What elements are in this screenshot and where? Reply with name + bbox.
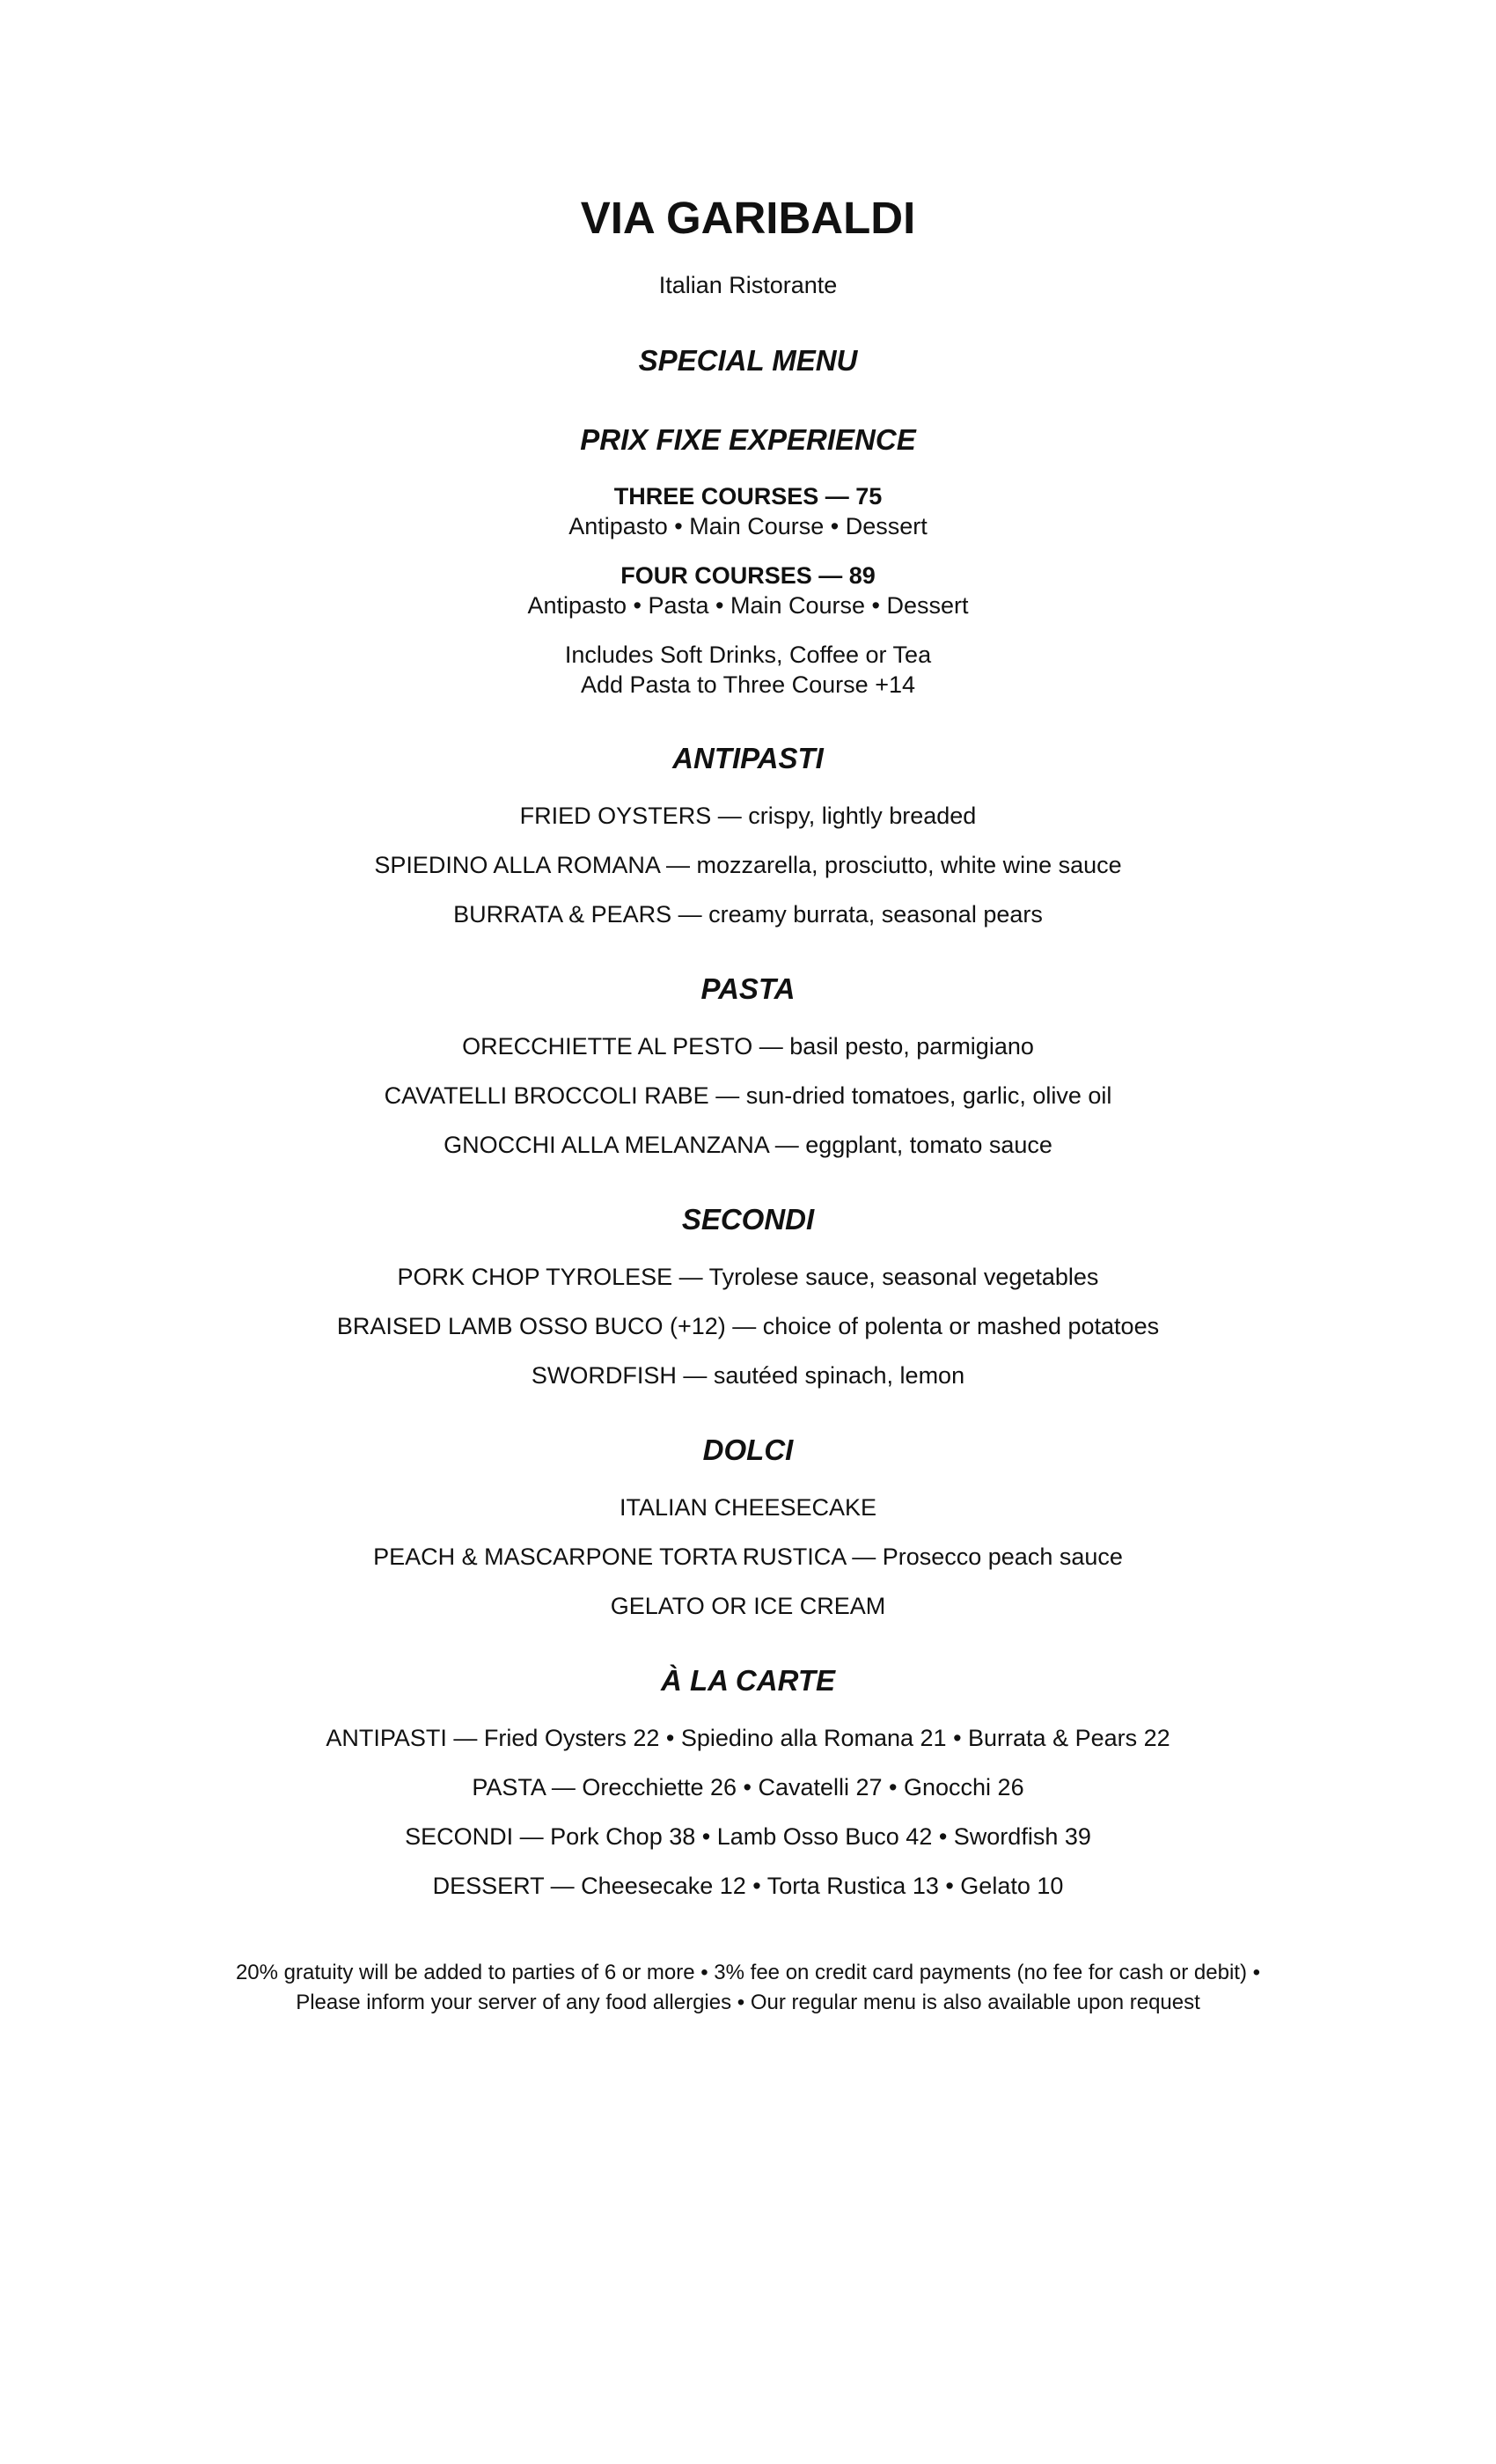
three-course-title: THREE COURSES — 75 (613, 483, 883, 510)
section-heading-pasta: PASTA (700, 972, 796, 1005)
menu-item: CAVATELLI BROCCOLI RABE — sun-dried tomatoes, garlic, olive oil (384, 1082, 1112, 1109)
section-heading-antipasti: ANTIPASTI (672, 742, 824, 774)
menu-item: SECONDI — Pork Chop 38 • Lamb Osso Buco 42 • Swordfish 39 (405, 1823, 1091, 1850)
menu-item: SPIEDINO ALLA ROMANA — mozzarella, prosciutto, white wine sauce (374, 852, 1122, 878)
prix-fixe-heading: PRIX FIXE EXPERIENCE (580, 423, 916, 456)
menu-item: DESSERT — Cheesecake 12 • Torta Rustica 13 • Gelato 10 (432, 1873, 1064, 1899)
menu-item: GELATO OR ICE CREAM (610, 1593, 886, 1619)
menu-item: PORK CHOP TYROLESE — Tyrolese sauce, seasonal vegetables (397, 1264, 1099, 1290)
menu-item: GNOCCHI ALLA MELANZANA — eggplant, tomato sauce (444, 1132, 1052, 1158)
prix-fixe-includes: Includes Soft Drinks, Coffee or Tea (564, 642, 932, 668)
four-course-title: FOUR COURSES — 89 (620, 562, 876, 589)
footer-note-1: 20% gratuity will be added to parties of 6 or more • 3% fee on credit card payments (no fee for cash or debit) • (235, 1961, 1261, 1984)
menu-item: ANTIPASTI — Fried Oysters 22 • Spiedino alla Romana 21 • Burrata & Pears 22 (326, 1725, 1170, 1751)
three-course-desc: Antipasto • Main Course • Dessert (568, 513, 928, 539)
menu-item: ITALIAN CHEESECAKE (619, 1494, 877, 1521)
restaurant-tagline: Italian Ristorante (658, 272, 838, 298)
restaurant-name: VIA GARIBALDI (580, 193, 916, 243)
menu-title: SPECIAL MENU (638, 344, 858, 377)
menu-item: SWORDFISH — sautéed spinach, lemon (531, 1362, 965, 1389)
menu-item: FRIED OYSTERS — crispy, lightly breaded (519, 803, 977, 829)
menu-item: PEACH & MASCARPONE TORTA RUSTICA — Prosecco peach sauce (373, 1544, 1123, 1570)
menu-item: BRAISED LAMB OSSO BUCO (+12) — choice of polenta or mashed potatoes (336, 1313, 1160, 1339)
section-heading-dolci: DOLCI (702, 1434, 794, 1466)
menu-item: ORECCHIETTE AL PESTO — basil pesto, parmigiano (462, 1033, 1034, 1060)
section-heading-a-la-carte: À LA CARTE (661, 1664, 835, 1697)
footer-note-2: Please inform your server of any food allergies • Our regular menu is also available upon request (296, 1991, 1200, 2014)
four-course-desc: Antipasto • Pasta • Main Course • Dessert (527, 592, 969, 619)
menu-item: PASTA — Orecchiette 26 • Cavatelli 27 • Gnocchi 26 (472, 1774, 1024, 1800)
section-heading-secondi: SECONDI (681, 1203, 815, 1236)
menu-item: BURRATA & PEARS — creamy burrata, seasonal pears (453, 901, 1043, 928)
prix-fixe-add-pasta: Add Pasta to Three Course +14 (581, 671, 915, 698)
